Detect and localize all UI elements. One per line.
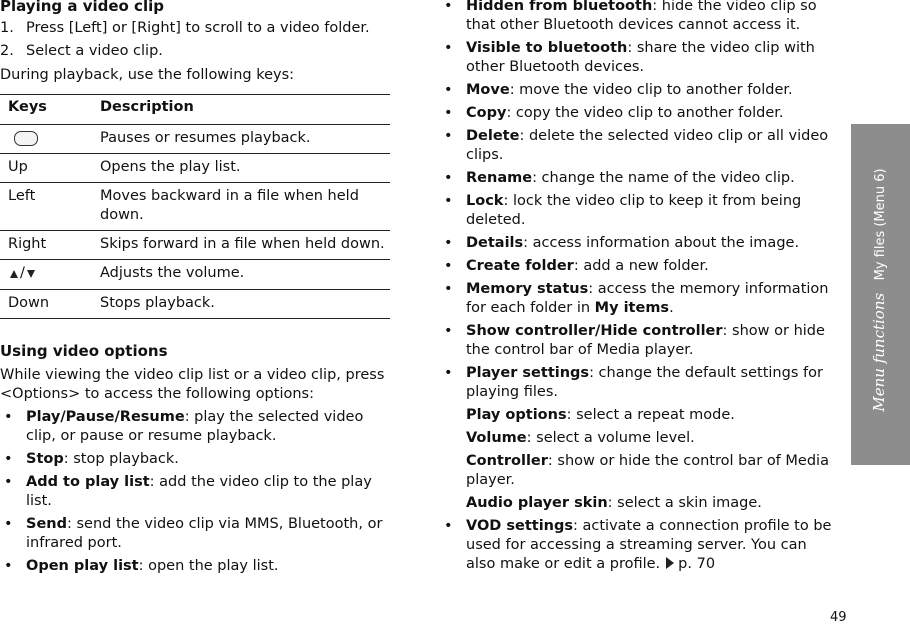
option-text: : hide the video clip so that other Bluetooth devices cannot access it. bbox=[466, 0, 817, 33]
list-item bbox=[440, 0, 832, 35]
sub-option bbox=[440, 429, 832, 448]
option-label: Hidden from bluetooth bbox=[466, 0, 653, 14]
option-text: : activate a connection profile to be used for accessing a streaming server. You can also make or edit a profile. bbox=[466, 518, 832, 572]
page-number: 49 bbox=[830, 610, 847, 625]
option-text: : move the video clip to another folder. bbox=[509, 82, 793, 98]
column-header-keys: Keys bbox=[0, 95, 92, 125]
page-reference: p. 70 bbox=[678, 556, 716, 572]
key-cell bbox=[0, 260, 92, 290]
step-item bbox=[0, 19, 370, 42]
option-label: Rename bbox=[466, 170, 533, 186]
list-item bbox=[0, 450, 392, 469]
bullet: • bbox=[444, 258, 453, 274]
key-cell: Down bbox=[0, 289, 92, 318]
option-label: Memory status bbox=[466, 281, 589, 297]
bullet: • bbox=[4, 474, 13, 490]
description-cell: Moves backward in a file when held down. bbox=[92, 183, 390, 231]
option-text: : access information about the image. bbox=[523, 235, 800, 251]
description-cell: Skips forward in a file when held down. bbox=[92, 231, 390, 260]
bullet: • bbox=[4, 451, 13, 467]
bullet: • bbox=[444, 128, 453, 144]
option-bold-reference: My items bbox=[594, 300, 670, 316]
bullet: • bbox=[444, 82, 453, 98]
list-item bbox=[440, 127, 832, 165]
option-label: Send bbox=[26, 516, 67, 532]
list-item bbox=[440, 81, 832, 100]
list-item bbox=[0, 473, 392, 511]
page-reference-arrow-icon bbox=[666, 557, 674, 569]
step-text: Select a video clip. bbox=[26, 43, 163, 59]
key-cell bbox=[0, 125, 92, 154]
description-cell: Pauses or resumes playback. bbox=[92, 125, 390, 154]
during-playback-text: During playback, use the following keys: bbox=[0, 67, 295, 83]
option-text: : copy the video clip to another folder. bbox=[506, 105, 784, 121]
option-label: Lock bbox=[466, 193, 504, 209]
list-item bbox=[440, 280, 832, 318]
section-name: Menu functions bbox=[870, 292, 888, 412]
sub-option bbox=[440, 452, 832, 490]
option-text: : change the default settings for playing files. bbox=[466, 365, 823, 400]
option-label: Show controller/Hide controller bbox=[466, 323, 723, 339]
triangle-up-icon bbox=[10, 270, 18, 278]
column-header-description: Description bbox=[92, 95, 390, 125]
option-text: : share the video clip with other Bluetooth devices. bbox=[466, 40, 815, 75]
bullet: • bbox=[4, 558, 13, 574]
list-item bbox=[440, 39, 832, 77]
sub-option bbox=[440, 406, 832, 425]
table-row bbox=[0, 260, 390, 290]
option-text: : access the memory information for each folder in bbox=[466, 281, 829, 316]
table-row bbox=[0, 231, 390, 260]
list-item bbox=[440, 257, 832, 276]
bullet: • bbox=[444, 281, 453, 297]
list-item bbox=[440, 364, 832, 402]
table-row bbox=[0, 289, 390, 318]
step-number: 1. bbox=[0, 20, 14, 36]
bullet: • bbox=[444, 365, 453, 381]
option-text: : lock the video clip to keep it from being deleted. bbox=[466, 193, 802, 228]
sub-option-text: : show or hide the control bar of Media player. bbox=[466, 453, 829, 488]
list-item bbox=[440, 104, 832, 123]
bullet: • bbox=[444, 323, 453, 339]
list-item bbox=[0, 515, 392, 553]
key-cell: Right bbox=[0, 231, 92, 260]
sub-option bbox=[440, 494, 832, 513]
section-title-playing: Playing a video clip bbox=[0, 0, 164, 15]
list-item bbox=[440, 234, 832, 253]
list-item bbox=[440, 322, 832, 360]
option-label: Details bbox=[466, 235, 524, 251]
table-row bbox=[0, 125, 390, 154]
options-list-left bbox=[0, 408, 392, 580]
bullet: • bbox=[444, 518, 453, 534]
sub-option-text: : select a repeat mode. bbox=[566, 407, 735, 423]
option-text: : show or hide the control bar of Media player. bbox=[466, 323, 825, 358]
bullet: • bbox=[444, 193, 453, 209]
option-text: : add the video clip to the play list. bbox=[26, 474, 372, 509]
option-label: Add to play list bbox=[26, 474, 150, 490]
sub-option-text: : select a skin image. bbox=[607, 495, 762, 511]
volume-up-down-icon bbox=[10, 264, 35, 283]
description-cell: Opens the play list. bbox=[92, 154, 390, 183]
option-text: : send the video clip via MMS, Bluetooth, or infrared port. bbox=[26, 516, 383, 551]
bullet: • bbox=[444, 105, 453, 121]
option-label: Delete bbox=[466, 128, 520, 144]
sub-option-label: Audio player skin bbox=[466, 495, 608, 511]
steps-list bbox=[0, 19, 370, 65]
list-item bbox=[0, 557, 392, 576]
table-row bbox=[0, 183, 390, 231]
option-label: Visible to bluetooth bbox=[466, 40, 628, 56]
center-soft-key-icon bbox=[14, 131, 38, 146]
sub-option-label: Volume bbox=[466, 430, 527, 446]
option-text: : add a new folder. bbox=[573, 258, 709, 274]
option-text: : stop playback. bbox=[63, 451, 179, 467]
table-row bbox=[0, 154, 390, 183]
option-label: Move bbox=[466, 82, 510, 98]
keys-table bbox=[0, 94, 390, 319]
option-label: Create folder bbox=[466, 258, 574, 274]
option-label: Player settings bbox=[466, 365, 590, 381]
option-label: Open play list bbox=[26, 558, 139, 574]
options-list-right bbox=[440, 0, 832, 578]
key-separator: / bbox=[20, 265, 25, 281]
sub-option-label: Play options bbox=[466, 407, 567, 423]
option-label: VOD settings bbox=[466, 518, 574, 534]
step-number: 2. bbox=[0, 43, 14, 59]
option-text: : open the play list. bbox=[138, 558, 279, 574]
section-title-video-options: Using video options bbox=[0, 342, 168, 360]
bullet: • bbox=[444, 170, 453, 186]
bullet: • bbox=[4, 516, 13, 532]
step-text: Press [Left] or [Right] to scroll to a video folder. bbox=[26, 20, 370, 36]
bullet: • bbox=[444, 0, 453, 14]
option-text: : change the name of the video clip. bbox=[532, 170, 795, 186]
bullet: • bbox=[4, 409, 13, 425]
sub-option-label: Controller bbox=[466, 453, 548, 469]
bullet: • bbox=[444, 235, 453, 251]
description-cell: Stops playback. bbox=[92, 289, 390, 318]
key-cell: Up bbox=[0, 154, 92, 183]
list-item bbox=[0, 408, 392, 446]
sub-option-text: : select a volume level. bbox=[526, 430, 695, 446]
option-label: Play/Pause/Resume bbox=[26, 409, 185, 425]
option-tail: . bbox=[669, 300, 674, 316]
options-intro-text: While viewing the video clip list or a video clip, press <Options> to access the following options: bbox=[0, 367, 385, 402]
option-label: Stop bbox=[26, 451, 64, 467]
step-item bbox=[0, 42, 370, 65]
table-header-row bbox=[0, 95, 390, 125]
list-item bbox=[440, 169, 832, 188]
description-cell: Adjusts the volume. bbox=[92, 260, 390, 290]
list-item bbox=[440, 192, 832, 230]
list-item bbox=[440, 517, 832, 574]
bullet: • bbox=[444, 40, 453, 56]
triangle-down-icon bbox=[27, 270, 35, 278]
subsection-name: My files (Menu 6) bbox=[873, 168, 888, 281]
option-label: Copy bbox=[466, 105, 507, 121]
chapter-side-label bbox=[870, 168, 890, 411]
option-text: : delete the selected video clip or all video clips. bbox=[466, 128, 829, 163]
key-cell: Left bbox=[0, 183, 92, 231]
option-text: : play the selected video clip, or pause or resume playback. bbox=[26, 409, 364, 444]
